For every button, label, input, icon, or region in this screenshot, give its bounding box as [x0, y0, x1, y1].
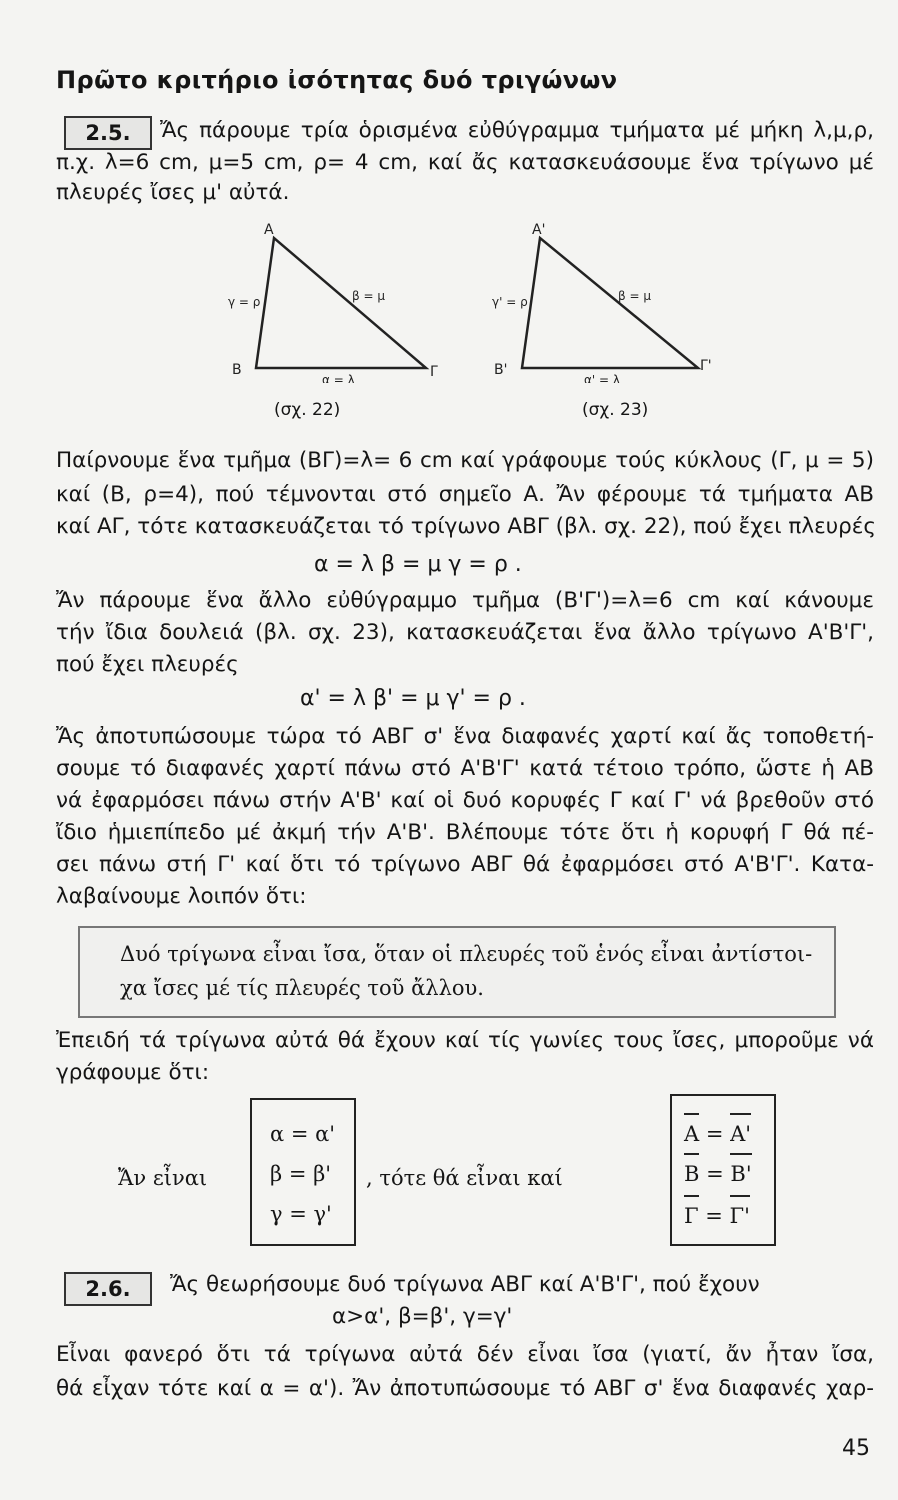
- fig22-side-a: α = λ: [322, 373, 355, 383]
- s26-line-4: θά εἶχαν τότε καί α = α'). Ἄν ἀποτυπώσουμε τό ΑΒΓ σ' ἕνα διαφανές χαρ-: [56, 1376, 874, 1401]
- theorem-line-1: Δυό τρίγωνα εἶναι ἴσα, ὅταν οἱ πλευρές τοῦ ἑνός εἶναι ἀντίστοι-: [120, 942, 813, 966]
- s26-line-1: Ἄς θεωρήσουμε δυό τρίγωνα ΑΒΓ καί Α'Β'Γ', πού ἔχουν: [170, 1272, 760, 1297]
- p2-line-3: πού ἔχει πλευρές: [56, 652, 239, 677]
- s25-line-3: πλευρές ἴσες μ' αὐτά.: [56, 180, 290, 205]
- p3-line-5: σει πάνω στή Γ' καί ὅτι τό τρίγωνο ΑΒΓ θά ἐφαρμόσει στό Α'Β'Γ'. Κατα-: [56, 852, 874, 877]
- fig23-side-b: β = μ: [618, 289, 651, 303]
- angle-eq-1-left: Α: [684, 1122, 700, 1146]
- p3-line-3: νά ἐφαρμόσει πάνω στήν Α'Β' καί οἱ δυό κορυφές Γ καί Γ' νά βρεθοῦν στό: [56, 788, 874, 813]
- fig23-side-c: γ' = ρ: [492, 295, 528, 309]
- s25-line-2: π.χ. λ=6 cm, μ=5 cm, ρ= 4 cm, καί ἄς κατασκευάσουμε ἕνα τρίγωνο μέ: [56, 150, 874, 175]
- angle-eq-2-left: Β: [684, 1162, 700, 1186]
- p3-line-4: ἴδιο ἡμιεπίπεδο μέ ἀκμή τήν Α'Β'. Βλέπουμε τότε ὅτι ἡ κορυφή Γ θά πέ-: [56, 820, 874, 845]
- p4-line-2: γράφουμε ὅτι:: [56, 1060, 210, 1085]
- s26-line-2: α>α', β=β', γ=γ': [332, 1304, 513, 1329]
- fig22-vertex-a: Α: [264, 222, 274, 238]
- fig22-side-c: γ = ρ: [228, 295, 261, 309]
- p1-line-2: καί (Β, ρ=4), πού τέμνονται στό σημεῖο Α. Ἄν φέρουμε τά τμήματα ΑΒ: [56, 482, 874, 507]
- p1-line-3: καί ΑΓ, τότε κατασκευάζεται τό τρίγωνο ΑΒΓ (βλ. σχ. 22), πού ἔχει πλευρές: [56, 514, 877, 539]
- equation-1: α = λ β = μ γ = ρ .: [314, 552, 522, 577]
- p4-line-1: Ἐπειδή τά τρίγωνα αὐτά θά ἔχουν καί τίς γωνίες τους ἴσες, μποροῦμε νά: [56, 1028, 874, 1053]
- theorem-box: [78, 926, 836, 1018]
- p3-line-6: λαβαίνουμε λοιπόν ὅτι:: [56, 884, 307, 909]
- fig22-vertex-g: Γ: [430, 364, 438, 380]
- figure-23-triangle: [488, 218, 728, 383]
- side-eq-1: α = α': [270, 1122, 336, 1146]
- fig22-vertex-b: Β: [232, 362, 242, 378]
- p1-line-1: Παίρνουμε ἕνα τμῆμα (ΒΓ)=λ= 6 cm καί γράφουμε τούς κύκλους (Γ, μ = 5): [56, 448, 874, 473]
- sides-equality-box: [250, 1098, 356, 1246]
- p2-line-1: Ἄν πάρουμε ἕνα ἄλλο εὐθύγραμμο τμῆμα (Β'Γ')=λ=6 cm καί κάνουμε: [56, 588, 874, 613]
- angle-eq-3: Γ = Γ': [684, 1204, 750, 1228]
- angle-eq-2: Β = Β': [684, 1162, 752, 1186]
- fig22-side-b: β = μ: [352, 289, 385, 303]
- fig23-vertex-b: Β': [494, 362, 508, 378]
- fig23-caption: (σχ. 23): [582, 400, 649, 420]
- then-label: , τότε θά εἶναι καί: [366, 1166, 563, 1190]
- angle-eq-2-right: Β': [730, 1162, 752, 1186]
- side-eq-3: γ = γ': [270, 1202, 332, 1226]
- s26-line-3: Εἶναι φανερό ὅτι τά τρίγωνα αὐτά δέν εἶναι ἴσα (γιατί, ἄν ἦταν ἴσα,: [56, 1342, 874, 1367]
- fig23-vertex-g: Γ': [700, 358, 712, 374]
- angle-eq-3-right: Γ': [729, 1204, 750, 1228]
- fig23-vertex-a: Α': [532, 222, 546, 238]
- fig22-caption: (σχ. 22): [274, 400, 341, 420]
- section-heading: Πρῶτο κριτήριο ἰσότητας δυό τριγώνων: [56, 66, 618, 94]
- p3-line-1: Ἄς ἀποτυπώσουμε τώρα τό ΑΒΓ σ' ἕνα διαφανές χαρτί καί ἄς τοποθετή-: [56, 724, 874, 749]
- angles-equality-box: [670, 1094, 776, 1246]
- fig23-side-a: α' = λ: [584, 373, 620, 383]
- if-label: Ἄν εἶναι: [118, 1166, 208, 1190]
- s25-line-1: Ἄς πάρουμε τρία ὁρισμένα εὐθύγραμμα τμήματα μέ μήκη λ,μ,ρ,: [160, 118, 874, 143]
- angle-eq-1-right: Α': [730, 1122, 752, 1146]
- angle-eq-3-left: Γ: [684, 1204, 699, 1228]
- side-eq-2: β = β': [270, 1162, 332, 1186]
- equation-2: α' = λ β' = μ γ' = ρ .: [300, 686, 526, 711]
- p3-line-2: σουμε τό διαφανές χαρτί πάνω στό Α'Β'Γ' κατά τέτοιο τρόπο, ὥστε ἡ ΑΒ: [56, 756, 874, 781]
- page-number: 45: [842, 1436, 870, 1461]
- p2-line-2: τήν ἴδια δουλειά (βλ. σχ. 23), κατασκευάζεται ἕνα ἄλλο τρίγωνο Α'Β'Γ',: [56, 620, 874, 645]
- section-number-2-6: 2.6.: [64, 1272, 152, 1306]
- theorem-line-2: χα ἴσες μέ τίς πλευρές τοῦ ἄλλου.: [120, 976, 484, 1000]
- section-number-2-5: 2.5.: [64, 116, 152, 150]
- angle-eq-1: Α = Α': [684, 1122, 752, 1146]
- figure-22-triangle: [226, 218, 446, 383]
